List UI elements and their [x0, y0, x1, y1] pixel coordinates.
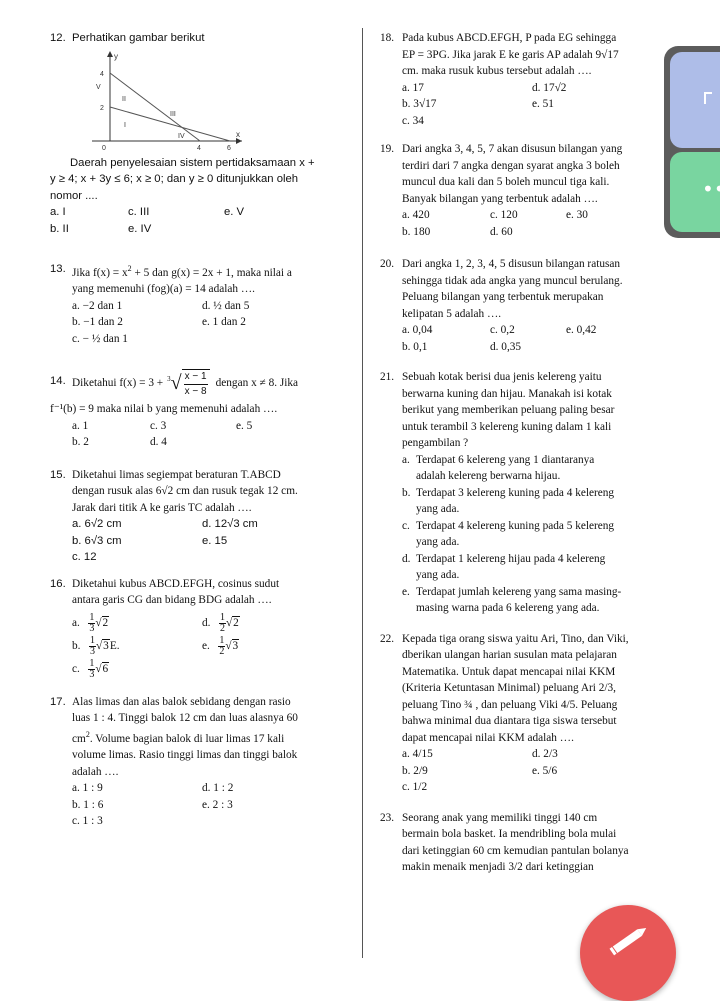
question-text: nomor .... [50, 189, 98, 202]
option-a[interactable]: a. −2 dan 1 [72, 299, 123, 312]
option-c[interactable]: c. 1 : 3 [72, 815, 103, 828]
question-text: volume limas. Rasio tinggi limas dan tinggi balok [72, 749, 298, 762]
question-text: Banyak bilangan yang terbentuk adalah …. [402, 192, 598, 205]
answer-options [50, 204, 350, 237]
option-letter: e. [402, 585, 410, 598]
question-text: makin menaik menjadi 3/2 dari ketinggian [402, 861, 594, 873]
region-label-ii: II [122, 95, 126, 103]
question-text: Seorang anak yang memiliki tinggi 140 cm [402, 811, 598, 824]
inequality-graph [72, 49, 242, 153]
option-b[interactable]: b. 2/9 [402, 764, 428, 777]
option-d[interactable]: d. 4 [150, 436, 167, 449]
radicand: 3 [232, 639, 239, 652]
option-a[interactable]: a. 0,04 [402, 324, 433, 336]
option-e-alt[interactable]: e. IV [128, 222, 152, 235]
option-text: yang ada. [416, 569, 460, 581]
question-text: yang memenuhi (fog)(a) = 14 adalah …. [72, 283, 255, 296]
question-number: 23. [380, 811, 395, 824]
question-text: Matematika. Untuk dapat mencapai nilai KKM [402, 665, 616, 678]
option-c[interactable]: c. $\frac{1}{3}$ √6 [72, 657, 109, 680]
option-a[interactable]: a. 1 [72, 419, 89, 432]
option-text: Terdapat jumlah kelereng yang sama masing- [416, 585, 622, 598]
region-label-i: I [124, 121, 126, 129]
graph-origin: 0 [102, 144, 106, 152]
question-number: 16. [50, 577, 66, 590]
option-b[interactable]: b. 0,1 [402, 340, 428, 353]
denominator: x − 8 [184, 386, 207, 398]
question-text: Peluang bilangan yang terbentuk merupakan [402, 291, 604, 303]
question-text: Sebuah kotak berisi dua jenis kelereng yaitu [402, 371, 602, 383]
question-text: kelipatan 5 adalah …. [402, 307, 502, 320]
question-text: peluang Tino ¾ , dan peluang Viki 4/5. Peluang [402, 698, 618, 711]
option-d[interactable]: d. 1 : 2 [202, 782, 234, 795]
graph-tick-x6: 6 [227, 144, 231, 152]
option-b[interactable]: b. −1 dan 2 [72, 316, 123, 329]
question-text: muncul dua kali dan 5 boleh muncul tiga kali. [402, 176, 610, 188]
denominator: 3 [89, 622, 95, 634]
fraction [182, 369, 210, 397]
option-b[interactable] [402, 485, 670, 518]
option-b[interactable]: b. 180 [402, 225, 431, 238]
numerator: x − 1 [184, 372, 208, 385]
question-text: adalah …. [72, 765, 119, 778]
option-text: masing warna pada 6 kelereng yang ada. [416, 602, 600, 614]
bookmark-icon [704, 92, 712, 104]
option-letter: d. [402, 552, 411, 565]
answer-options [72, 418, 350, 451]
column-divider [362, 28, 363, 958]
option-letter: c. [402, 519, 410, 532]
question-15 [50, 467, 350, 566]
question-21 [380, 369, 670, 617]
option-e[interactable]: e. 2 : 3 [202, 798, 233, 811]
option-b[interactable]: b. $\frac{1}{3}$ √3E. [72, 634, 120, 657]
option-c[interactable]: c. 120 [490, 209, 518, 221]
question-text: bahwa minimal dua diantara tiga siswa tersebut [402, 715, 617, 727]
question-text: bermain bola basket. Ia mendribling bola mulai [402, 828, 617, 840]
question-text: luas 1 : 4. Tinggi balok 12 cm dan luas alasnya 60 [72, 712, 298, 725]
question-13 [50, 261, 350, 347]
question-text: dari ketinggian 60 cm kemudian pantulan bolanya [402, 844, 629, 857]
question-text: Diketahui limas segiempat beraturan T.ABCD [72, 468, 281, 481]
question-number: 18. [380, 32, 395, 44]
option-letter: d. [202, 616, 211, 629]
option-c[interactable]: c. III [128, 206, 150, 218]
option-c[interactable]: c. 12 [72, 551, 97, 564]
text-part: Jika f(x) = x [72, 266, 128, 279]
question-text: dengan rusuk alas 6√2 cm dan rusuk tegak 12 cm. [72, 485, 298, 498]
option-d[interactable]: d. 2/3 [532, 748, 558, 760]
question-19 [380, 141, 670, 240]
denominator: 3 [89, 668, 95, 680]
numerator: 1 [89, 657, 95, 669]
option-a[interactable]: a. $\frac{1}{3}$ √2 [72, 611, 109, 634]
option-c[interactable] [402, 518, 670, 551]
option-text: Terdapat 4 kelereng kuning pada 5 kelereng [416, 519, 615, 532]
question-20 [380, 256, 670, 355]
option-e[interactable]: e. 1 dan 2 [202, 316, 246, 329]
question-number: 21. [380, 371, 395, 383]
numerator: 1 [219, 634, 225, 646]
right-column [380, 30, 670, 876]
question-14 [50, 365, 350, 451]
option-letter: c. [72, 662, 80, 675]
option-b[interactable]: b. 1 : 6 [72, 798, 104, 811]
answer-options [402, 80, 670, 130]
question-text: cm. maka rusuk kubus tersebut adalah …. [402, 65, 592, 77]
numerator: 1 [89, 611, 95, 623]
question-prompt: Perhatikan gambar berikut [72, 32, 205, 44]
question-text [72, 365, 350, 401]
radicand: 6 [102, 662, 109, 675]
option-e[interactable]: e. 15 [202, 534, 228, 547]
question-text: Jarak dari titik A ke garis TC adalah …. [72, 501, 252, 514]
option-e[interactable] [402, 584, 670, 617]
option-d[interactable] [402, 551, 670, 584]
option-d[interactable]: d. 60 [490, 225, 513, 238]
question-text: dberikan ulangan harian susulan mata pelajaran [402, 649, 617, 661]
option-text: adalah kelereng berwarna hijau. [416, 470, 561, 482]
option-b[interactable]: b. II [50, 222, 69, 235]
question-text: antara garis CG dan bidang BDG adalah …. [72, 594, 272, 607]
question-text: dapat mencapai nilai KKM adalah …. [402, 731, 574, 744]
option-text: Terdapat 3 kelereng kuning pada 4 kelereng [416, 486, 615, 499]
radicand: 2 [233, 616, 239, 629]
question-number: 12. [50, 32, 66, 44]
question-16 [50, 576, 350, 680]
option-letter: b. [402, 486, 411, 499]
radicand: 3 [103, 639, 109, 652]
option-a[interactable]: a. 420 [402, 209, 430, 221]
question-text: Diketahui kubus ABCD.EFGH, cosinus sudut [72, 577, 280, 590]
graph-tick-y2: 2 [100, 104, 104, 112]
option-d[interactable]: d. 12√3 cm [202, 518, 258, 531]
question-text: Dari angka 3, 4, 5, 7 akan disusun bilangan yang [402, 143, 623, 155]
option-e[interactable]: e. 0,42 [566, 324, 597, 336]
option-d[interactable]: d. ½ dan 5 [202, 299, 250, 312]
option-c[interactable]: c. 1/2 [402, 781, 428, 793]
question-text: berwarna kuning dan hijau. Manakah isi kotak [402, 387, 612, 400]
question-12 [50, 30, 350, 237]
option-a[interactable]: a. 1 : 9 [72, 782, 103, 795]
option-c[interactable]: c. − ½ dan 1 [72, 332, 128, 345]
question-23 [380, 810, 670, 876]
question-text: pengambilan ? [402, 437, 469, 449]
question-text: Kepada tiga orang siswa yaitu Ari, Tino, dan Viki, [402, 632, 629, 645]
question-number: 22. [380, 632, 395, 645]
text-part: + 5 dan g(x) = 2x + 1, maka nilai a [131, 266, 292, 279]
question-text: EP = 3PG. Jika jarak E ke garis AP adalah 9√17 [402, 48, 619, 61]
answer-options [402, 322, 670, 355]
text-part: dengan x ≠ 8. Jika [215, 377, 299, 390]
numerator: 1 [219, 611, 225, 623]
option-letter: b. [72, 639, 81, 652]
option-letter: a. [402, 453, 410, 466]
option-a[interactable]: a. 4/15 [402, 748, 433, 760]
question-text [72, 261, 350, 281]
question-text: berikut yang memberikan peluang paling besar [402, 404, 615, 416]
option-a[interactable]: a. 17 [402, 81, 424, 94]
graph-y-label: y [114, 51, 118, 61]
question-number: 17. [50, 695, 66, 708]
option-letter: a. [72, 616, 80, 629]
question-text: y ≥ 4; x + 3y ≤ 6; x ≥ 0; dan y ≥ 0 ditunjukkan oleh [50, 173, 299, 185]
option-c[interactable]: c. 0,2 [490, 324, 515, 336]
denominator: 2 [219, 622, 225, 634]
denominator: 2 [219, 645, 225, 657]
option-e[interactable]: e. 51 [532, 98, 554, 110]
answer-options [72, 298, 350, 348]
question-text: terdiri dari 7 angka dengan syarat angka 3 boleh [402, 159, 620, 172]
answer-options [72, 780, 350, 830]
question-17 [50, 694, 350, 830]
option-e[interactable]: e. 5 [236, 419, 253, 432]
answer-options [72, 516, 350, 566]
question-number: 19. [380, 143, 395, 155]
option-tail: E. [109, 639, 120, 652]
question-text: Dari angka 1, 2, 3, 4, 5 disusun bilangan ratusan [402, 258, 621, 270]
text-part: cm [72, 732, 86, 745]
radicand: 2 [102, 616, 109, 629]
option-e[interactable]: e. V [224, 206, 245, 218]
pencil-icon [606, 925, 652, 955]
option-a[interactable]: a. I [50, 206, 66, 218]
region-label-iii: III [170, 110, 176, 118]
question-18 [380, 30, 670, 129]
more-icon: •• [702, 177, 726, 201]
question-text: sehingga tidak ada angka yang muncul berulang. [402, 274, 623, 287]
question-text [72, 727, 350, 747]
numerator: 1 [89, 634, 95, 646]
left-column [50, 30, 350, 830]
graph-tick-x4: 4 [197, 144, 201, 152]
question-22 [380, 631, 670, 796]
option-text: Terdapat 6 kelereng yang 1 diantaranya [416, 453, 595, 466]
question-text: (Kriteria Ketuntasan Minimal) peluang Ari 2/3, [402, 682, 616, 694]
option-d[interactable]: d. $\frac{1}{2}$ √2 [202, 611, 239, 634]
side-tab-green[interactable] [670, 152, 726, 232]
question-text: untuk terambil 3 kelereng kuning dalam 1 kali [402, 420, 612, 433]
option-e[interactable]: e. 30 [566, 209, 588, 221]
text-part: . Volume bagian balok di luar limas 17 kali [89, 732, 285, 745]
option-d[interactable]: d. 17√2 [532, 81, 567, 94]
option-b[interactable]: b. 3√17 [402, 98, 437, 110]
question-text: Daerah penyelesaian sistem pertidaksamaan x + [70, 156, 315, 169]
superscript: 2 [85, 729, 90, 739]
option-text: Terdapat 1 kelereng hijau pada 4 kelereng [416, 552, 606, 565]
option-b[interactable]: b. 2 [72, 436, 89, 449]
option-e[interactable]: e. 5/6 [532, 764, 558, 777]
root-index: 3 [167, 375, 171, 384]
graph-tick-y4: 4 [100, 70, 104, 78]
question-number: 20. [380, 258, 395, 270]
text-part: Diketahui f(x) = 3 + [72, 377, 164, 390]
side-tab-blue[interactable] [670, 52, 720, 148]
question-number: 15. [50, 468, 66, 481]
answer-options [72, 613, 350, 680]
denominator: 3 [89, 645, 95, 657]
cube-root-expression [167, 369, 209, 397]
option-c[interactable]: c. 3 [150, 419, 167, 432]
region-label-iv: IV [178, 132, 185, 140]
option-text: yang ada. [416, 503, 460, 515]
option-a[interactable] [402, 452, 670, 485]
option-e[interactable]: e. $\frac{1}{2}$ √3 [202, 634, 239, 657]
question-text: f⁻¹(b) = 9 maka nilai b yang memenuhi adalah …. [50, 403, 278, 416]
option-b[interactable]: b. 6√3 cm [72, 534, 122, 547]
radical-sign: √ [170, 372, 182, 395]
option-c[interactable]: c. 34 [402, 114, 424, 127]
answer-options [402, 207, 670, 240]
region-label-v: V [96, 83, 101, 91]
question-text: Alas limas dan alas balok sebidang dengan rasio [72, 695, 291, 708]
question-number: 13. [50, 263, 66, 275]
question-text: Pada kubus ABCD.EFGH, P pada EG sehingga [402, 32, 617, 44]
option-text: yang ada. [416, 536, 460, 548]
option-a[interactable]: a. 6√2 cm [72, 518, 122, 531]
superscript: 2 [127, 264, 132, 273]
question-number: 14. [50, 375, 66, 388]
answer-options [402, 746, 670, 796]
graph-x-label: x [236, 129, 240, 139]
option-d[interactable]: d. 0,35 [490, 340, 522, 353]
option-letter: e. [202, 639, 210, 652]
